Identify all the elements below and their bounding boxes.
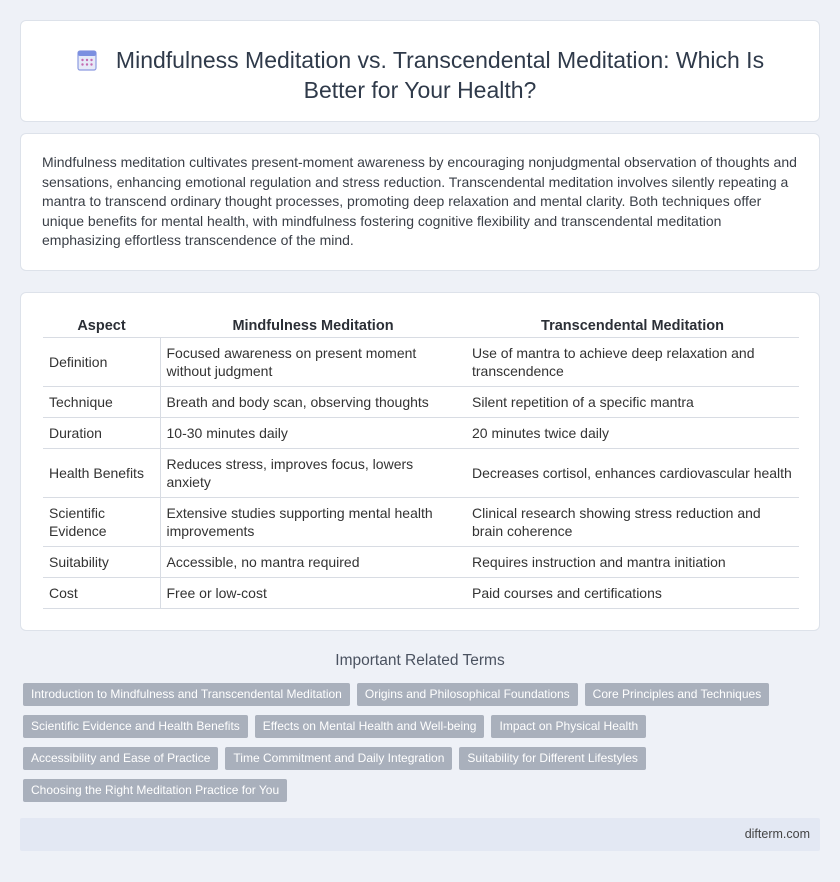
row-aspect: Health Benefits (43, 448, 160, 497)
table-row (43, 497, 799, 546)
related-term-tag[interactable]: Suitability for Different Lifestyles (459, 747, 646, 770)
row-mindfulness: Free or low-cost (160, 577, 466, 608)
row-transcendental: Paid courses and certifications (466, 577, 799, 608)
row-mindfulness: Accessible, no mantra required (160, 546, 466, 577)
row-aspect: Definition (43, 337, 160, 386)
row-transcendental: Decreases cortisol, enhances cardiovascular health (466, 448, 799, 497)
header-transcendental: Transcendental Meditation (466, 315, 799, 337)
row-aspect: Scientific Evidence (43, 497, 160, 546)
row-aspect: Technique (43, 386, 160, 417)
related-term-tag[interactable]: Time Commitment and Daily Integration (225, 747, 452, 770)
row-aspect: Duration (43, 417, 160, 448)
intro-paragraph: Mindfulness meditation cultivates present-moment awareness by encouraging nonjudgmental observation of thoughts and sensations, enhancing emotional regulation and stress reduction. Transcendental meditation involves silently repeating a mantra to transcend ordinary thought processes, promoting deep relaxation and mental clarity. Both techniques offer unique benefits for mental health, with mindfulness fostering cognitive flexibility and transcendental meditation emphasizing effortless transcendence of the mind. (42, 154, 797, 249)
row-aspect: Suitability (43, 546, 160, 577)
row-mindfulness: Extensive studies supporting mental health improvements (160, 497, 466, 546)
table-row (43, 577, 799, 608)
related-term-tag[interactable]: Effects on Mental Health and Well-being (255, 715, 485, 738)
related-terms-list (23, 683, 813, 802)
comparison-card (20, 292, 820, 631)
related-term-tag[interactable]: Impact on Physical Health (491, 715, 646, 738)
header-mindfulness: Mindfulness Meditation (160, 315, 466, 337)
footer (20, 818, 820, 851)
table-row (43, 546, 799, 577)
related-term-tag[interactable]: Introduction to Mindfulness and Transcendental Meditation (23, 683, 350, 706)
related-term-tag[interactable]: Choosing the Right Meditation Practice for You (23, 779, 287, 802)
row-transcendental: 20 minutes twice daily (466, 417, 799, 448)
header-card (20, 20, 820, 122)
row-mindfulness: Focused awareness on present moment without judgment (160, 337, 466, 386)
row-transcendental: Silent repetition of a specific mantra (466, 386, 799, 417)
related-terms-title: Important Related Terms (335, 652, 505, 669)
row-aspect: Cost (43, 577, 160, 608)
row-transcendental: Clinical research showing stress reduction and brain coherence (466, 497, 799, 546)
table-row (43, 417, 799, 448)
related-term-tag[interactable]: Accessibility and Ease of Practice (23, 747, 218, 770)
table-row (43, 448, 799, 497)
table-header-row (43, 315, 799, 337)
table-row (43, 337, 799, 386)
related-term-tag[interactable]: Origins and Philosophical Foundations (357, 683, 578, 706)
related-term-tag[interactable]: Core Principles and Techniques (585, 683, 770, 706)
table-row (43, 386, 799, 417)
page-title-wrap (21, 45, 819, 105)
header-aspect: Aspect (43, 315, 160, 337)
row-mindfulness: Breath and body scan, observing thoughts (160, 386, 466, 417)
intro-card (20, 133, 820, 271)
page-title: Mindfulness Meditation vs. Transcendental Meditation: Which Is Better for Your Health? (115, 47, 765, 103)
row-mindfulness: 10-30 minutes daily (160, 417, 466, 448)
comparison-table (43, 315, 799, 609)
row-mindfulness: Reduces stress, improves focus, lowers anxiety (160, 448, 466, 497)
row-transcendental: Use of mantra to achieve deep relaxation and transcendence (466, 337, 799, 386)
footer-site-link[interactable]: difterm.com (744, 827, 810, 841)
related-term-tag[interactable]: Scientific Evidence and Health Benefits (23, 715, 248, 738)
document-icon (76, 49, 98, 71)
row-transcendental: Requires instruction and mantra initiation (466, 546, 799, 577)
